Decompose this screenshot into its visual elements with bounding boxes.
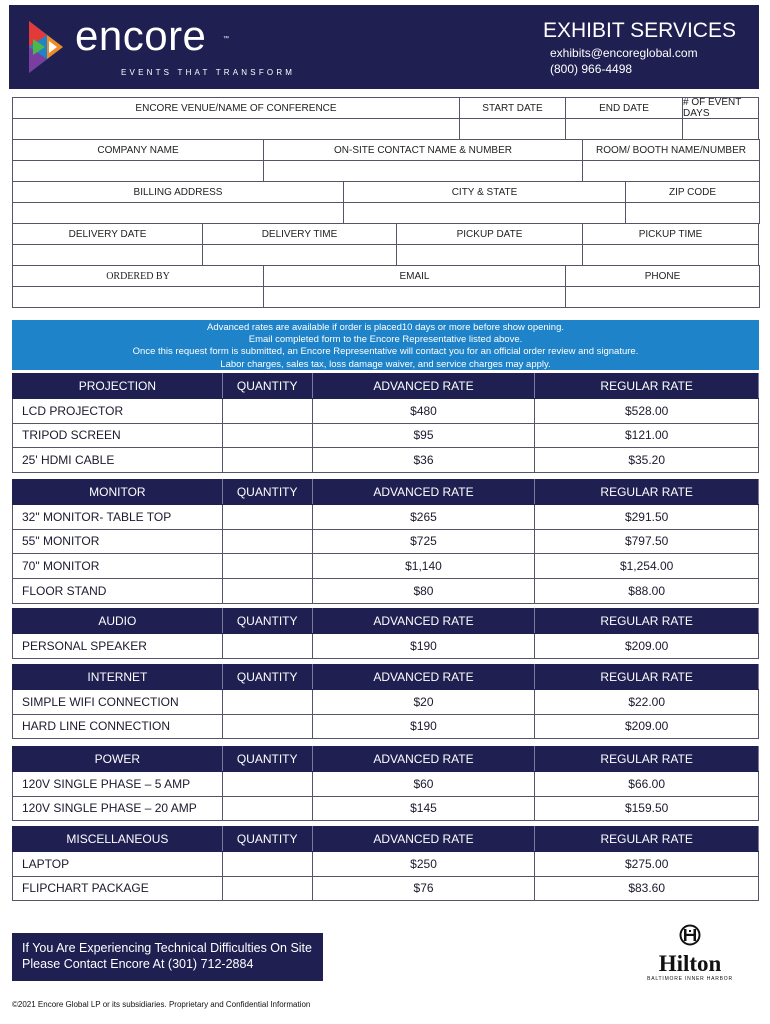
help-line: Please Contact Encore At (301) 712-2884 (22, 957, 254, 971)
room-booth-label: ROOM/ BOOTH NAME/NUMBER (582, 139, 760, 161)
advanced-rate: $60 (312, 771, 535, 796)
advanced-rate: $480 (312, 398, 535, 423)
pickup-time-label: PICKUP TIME (582, 223, 759, 245)
company-name-field[interactable] (12, 160, 264, 182)
internet-table (12, 664, 759, 739)
item-name: LCD PROJECTOR (13, 398, 223, 423)
regular-rate: $66.00 (535, 771, 759, 796)
advanced-rate: $36 (312, 448, 535, 473)
city-state-label: CITY & STATE (343, 181, 626, 203)
quantity-header: QUANTITY (222, 747, 312, 772)
city-state-field[interactable] (343, 202, 626, 224)
quantity-field[interactable] (222, 633, 312, 658)
form-input-row (12, 244, 759, 265)
email-field[interactable] (263, 286, 566, 308)
advanced-rate: $725 (312, 529, 535, 554)
end-date-label: END DATE (565, 97, 683, 119)
quantity-header: QUANTITY (222, 374, 312, 399)
form-input-row (12, 160, 759, 181)
table-row (13, 876, 759, 901)
advanced-rate: $265 (312, 504, 535, 529)
billing-address-field[interactable] (12, 202, 344, 224)
quantity-header: QUANTITY (222, 609, 312, 634)
delivery-date-field[interactable] (12, 244, 203, 266)
quantity-field[interactable] (222, 448, 312, 473)
regular-rate-header: REGULAR RATE (535, 827, 759, 852)
advanced-rate-header: ADVANCED RATE (312, 374, 535, 399)
brand-tagline: EVENTS THAT TRANSFORM (121, 68, 296, 77)
zip-code-label: ZIP CODE (625, 181, 760, 203)
onsite-contact-field[interactable] (263, 160, 583, 182)
item-name: HARD LINE CONNECTION (13, 714, 223, 739)
advanced-rate-header: ADVANCED RATE (312, 480, 535, 505)
advanced-rate: $250 (312, 851, 535, 876)
event-days-label: # OF EVENT DAYS (682, 97, 759, 119)
hilton-location: BALTIMORE INNER HARBOR (647, 976, 733, 982)
advanced-rate-header: ADVANCED RATE (312, 665, 535, 690)
delivery-time-label: DELIVERY TIME (202, 223, 397, 245)
regular-rate: $275.00 (535, 851, 759, 876)
phone-label: PHONE (565, 265, 760, 287)
quantity-field[interactable] (222, 851, 312, 876)
notice-line: Labor charges, sales tax, loss damage waiver, and service charges may apply. (220, 358, 551, 370)
miscellaneous-table (12, 826, 759, 901)
copyright-text: ©2021 Encore Global LP or its subsidiaries. Proprietary and Confidential Information (12, 1000, 311, 1009)
hilton-wordmark: Hilton (658, 951, 722, 976)
brand-name: encore (75, 12, 207, 59)
quantity-field[interactable] (222, 689, 312, 714)
regular-rate: $797.50 (535, 529, 759, 554)
item-name: 70" MONITOR (13, 554, 223, 579)
company-name-label: COMPANY NAME (12, 139, 264, 161)
table-row (13, 529, 759, 554)
regular-rate: $1,254.00 (535, 554, 759, 579)
table-row (13, 423, 759, 448)
quantity-field[interactable] (222, 398, 312, 423)
table-row (13, 448, 759, 473)
audio-table (12, 608, 759, 659)
quantity-field[interactable] (222, 714, 312, 739)
billing-address-label: BILLING ADDRESS (12, 181, 344, 203)
event-info-form (12, 97, 759, 307)
quantity-header: QUANTITY (222, 665, 312, 690)
page-title: EXHIBIT SERVICES (543, 19, 736, 42)
header-bar (9, 5, 759, 89)
regular-rate: $209.00 (535, 633, 759, 658)
regular-rate-header: REGULAR RATE (535, 665, 759, 690)
room-booth-field[interactable] (582, 160, 760, 182)
monitor-table (12, 479, 759, 604)
advanced-rate: $145 (312, 796, 535, 821)
form-label-row (12, 181, 759, 202)
section-header-row (13, 609, 759, 634)
pickup-time-field[interactable] (582, 244, 759, 266)
hilton-logo (640, 924, 740, 986)
section-title: MONITOR (13, 480, 223, 505)
section-header-row (13, 827, 759, 852)
brand-trademark: ™ (223, 36, 229, 42)
regular-rate: $22.00 (535, 689, 759, 714)
contact-email: exhibits@encoreglobal.com (550, 46, 698, 60)
section-title: MISCELLANEOUS (13, 827, 223, 852)
advanced-rate: $190 (312, 714, 535, 739)
form-label-row (12, 265, 759, 286)
form-label-row (12, 139, 759, 160)
start-date-label: START DATE (459, 97, 566, 119)
table-row (13, 714, 759, 739)
item-name: 120V SINGLE PHASE – 5 AMP (13, 771, 223, 796)
regular-rate: $528.00 (535, 398, 759, 423)
encore-logo-icon (23, 17, 69, 77)
advanced-rate: $76 (312, 876, 535, 901)
rates-notice-banner (12, 320, 759, 370)
notice-line: Advanced rates are available if order is placed10 days or more before show opening. (207, 322, 564, 333)
regular-rate: $159.50 (535, 796, 759, 821)
quantity-field[interactable] (222, 796, 312, 821)
ordered-by-label: ORDERED BY (12, 265, 264, 287)
section-title: PROJECTION (13, 374, 223, 399)
pickup-date-field[interactable] (396, 244, 583, 266)
item-name: TRIPOD SCREEN (13, 423, 223, 448)
regular-rate-header: REGULAR RATE (535, 374, 759, 399)
regular-rate: $291.50 (535, 504, 759, 529)
item-name: PERSONAL SPEAKER (13, 633, 223, 658)
help-line: If You Are Experiencing Technical Difficulties On Site (22, 941, 312, 955)
quantity-field[interactable] (222, 876, 312, 901)
item-name: 120V SINGLE PHASE – 20 AMP (13, 796, 223, 821)
quantity-field[interactable] (222, 423, 312, 448)
onsite-contact-label: ON-SITE CONTACT NAME & NUMBER (263, 139, 583, 161)
item-name: SIMPLE WIFI CONNECTION (13, 689, 223, 714)
form-label-row (12, 97, 759, 118)
venue-field[interactable] (12, 118, 460, 140)
item-name: 32" MONITOR- TABLE TOP (13, 504, 223, 529)
section-header-row (13, 747, 759, 772)
table-row (13, 796, 759, 821)
item-name: FLOOR STAND (13, 579, 223, 604)
advanced-rate: $80 (312, 579, 535, 604)
email-label: EMAIL (263, 265, 566, 287)
advanced-rate-header: ADVANCED RATE (312, 827, 535, 852)
table-row (13, 851, 759, 876)
pickup-date-label: PICKUP DATE (396, 223, 583, 245)
section-header-row (13, 480, 759, 505)
table-row (13, 398, 759, 423)
form-input-row (12, 118, 759, 139)
hilton-emblem-icon (675, 924, 705, 946)
regular-rate-header: REGULAR RATE (535, 480, 759, 505)
section-title: POWER (13, 747, 223, 772)
section-title: INTERNET (13, 665, 223, 690)
regular-rate: $83.60 (535, 876, 759, 901)
quantity-field[interactable] (222, 504, 312, 529)
tech-support-box (12, 933, 323, 981)
advanced-rate: $190 (312, 633, 535, 658)
table-row (13, 504, 759, 529)
projection-table (12, 373, 759, 473)
notice-line: Once this request form is submitted, an Encore Representative will contact you for an official order review and signature. (132, 346, 639, 358)
quantity-header: QUANTITY (222, 827, 312, 852)
regular-rate: $121.00 (535, 423, 759, 448)
item-name: 25' HDMI CABLE (13, 448, 223, 473)
form-input-row (12, 286, 759, 307)
advanced-rate: $20 (312, 689, 535, 714)
quantity-field[interactable] (222, 579, 312, 604)
advanced-rate: $95 (312, 423, 535, 448)
regular-rate: $88.00 (535, 579, 759, 604)
advanced-rate-header: ADVANCED RATE (312, 609, 535, 634)
section-header-row (13, 374, 759, 399)
notice-line: Email completed form to the Encore Representative listed above. (248, 334, 523, 346)
table-row (13, 689, 759, 714)
regular-rate: $209.00 (535, 714, 759, 739)
end-date-field[interactable] (565, 118, 683, 140)
advanced-rate: $1,140 (312, 554, 535, 579)
contact-phone: (800) 966-4498 (550, 62, 633, 76)
form-input-row (12, 202, 759, 223)
event-days-field[interactable] (682, 118, 759, 140)
start-date-field[interactable] (459, 118, 566, 140)
power-table (12, 746, 759, 821)
item-name: LAPTOP (13, 851, 223, 876)
delivery-time-field[interactable] (202, 244, 397, 266)
quantity-field[interactable] (222, 554, 312, 579)
quantity-header: QUANTITY (222, 480, 312, 505)
advanced-rate-header: ADVANCED RATE (312, 747, 535, 772)
table-row (13, 633, 759, 658)
table-row (13, 771, 759, 796)
table-row (13, 554, 759, 579)
item-name: FLIPCHART PACKAGE (13, 876, 223, 901)
form-label-row (12, 223, 759, 244)
table-row (13, 579, 759, 604)
phone-field[interactable] (565, 286, 760, 308)
quantity-field[interactable] (222, 771, 312, 796)
quantity-field[interactable] (222, 529, 312, 554)
item-name: 55" MONITOR (13, 529, 223, 554)
regular-rate: $35.20 (535, 448, 759, 473)
venue-label: ENCORE VENUE/NAME OF CONFERENCE (12, 97, 460, 119)
ordered-by-field[interactable] (12, 286, 264, 308)
regular-rate-header: REGULAR RATE (535, 609, 759, 634)
section-title: AUDIO (13, 609, 223, 634)
section-header-row (13, 665, 759, 690)
delivery-date-label: DELIVERY DATE (12, 223, 203, 245)
zip-code-field[interactable] (625, 202, 760, 224)
regular-rate-header: REGULAR RATE (535, 747, 759, 772)
